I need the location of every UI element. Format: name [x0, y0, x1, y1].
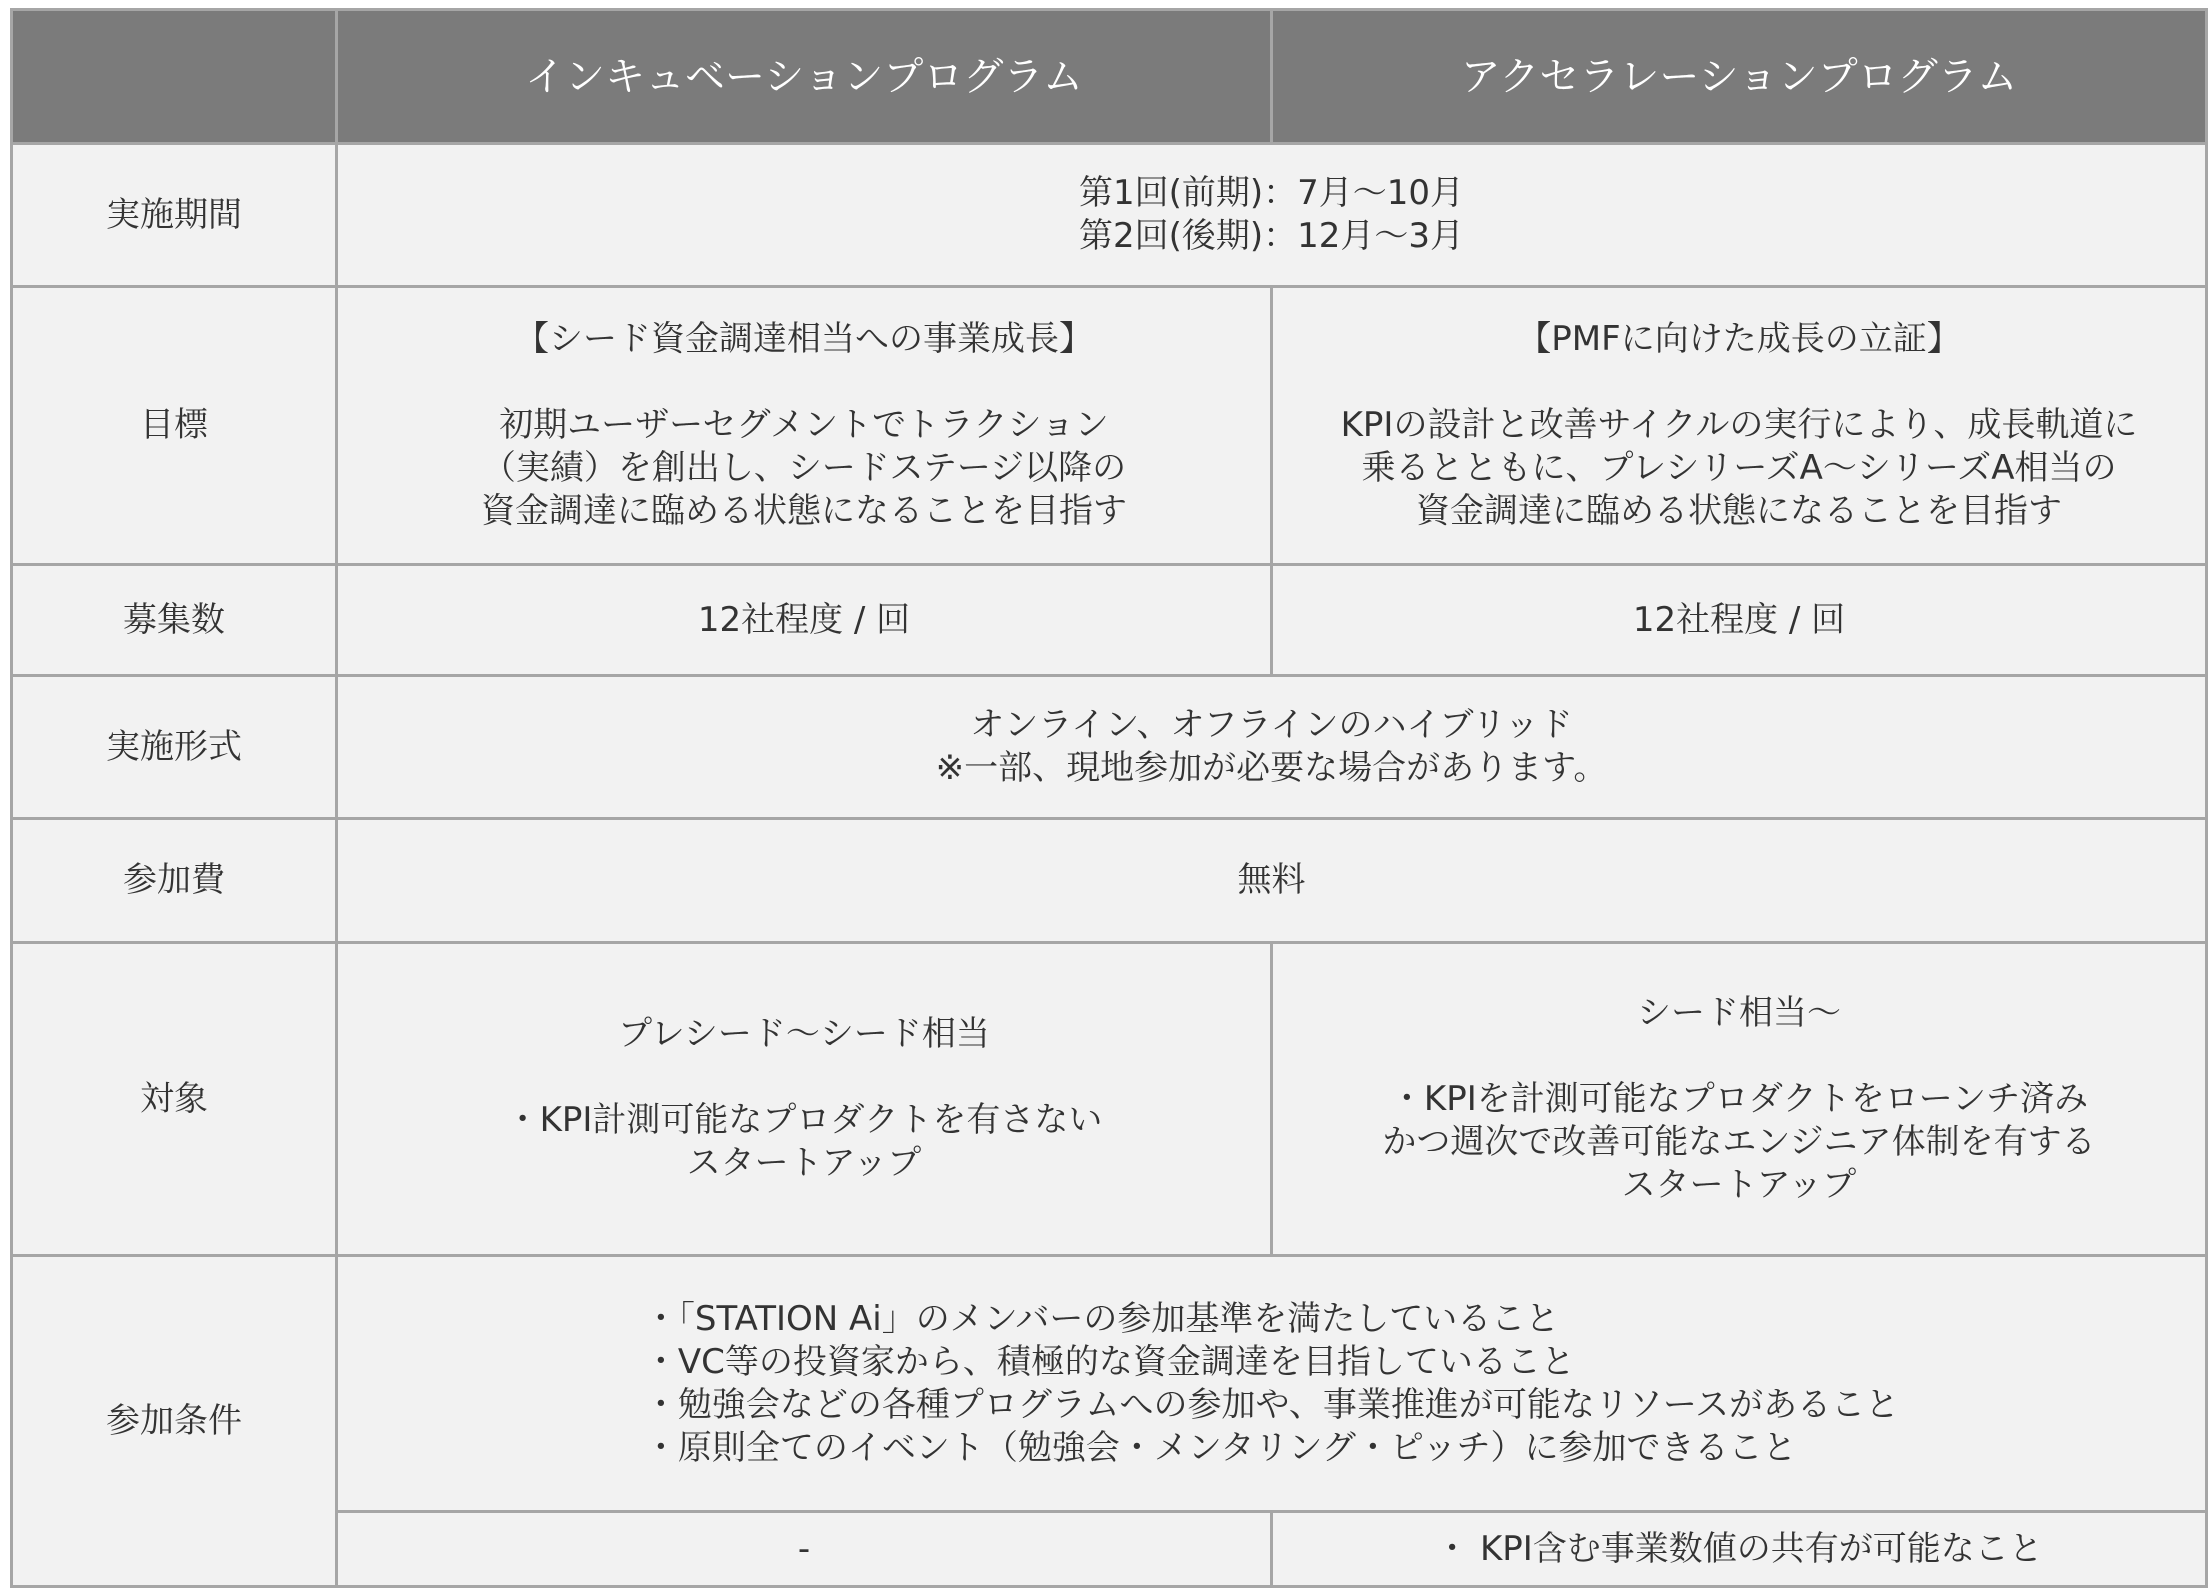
target-acceleration: シード相当〜 ・KPIを計測可能なプロダクトをローンチ済み かつ週次で改善可能なエンジニア体制を有する スタートアップ — [1272, 943, 2207, 1256]
row-conditions-extra — [12, 1512, 2207, 1587]
row-target — [12, 943, 2207, 1256]
conditions-acceleration-extra: ・ KPI含む事業数値の共有が可能なこと — [1272, 1512, 2207, 1587]
row-label-period: 実施期間 — [12, 144, 337, 287]
row-label-target: 対象 — [12, 943, 337, 1256]
conditions-incubation-extra: - — [337, 1512, 1272, 1587]
header-acceleration: アクセラレーションプログラム — [1272, 10, 2207, 144]
row-label-goal: 目標 — [12, 287, 337, 565]
row-label-conditions: 参加条件 — [12, 1256, 337, 1587]
conditions-item: ・原則全てのイベント（勉強会・メンタリング・ピッチ）に参加できること — [643, 1427, 1797, 1468]
row-goal — [12, 287, 2207, 565]
row-label-recruit: 募集数 — [12, 565, 337, 676]
target-incubation: プレシード〜シード相当 ・KPI計測可能なプロダクトを有さない スタートアップ — [337, 943, 1272, 1256]
row-recruit — [12, 565, 2207, 676]
row-fee — [12, 819, 2207, 943]
fee-value: 無料 — [337, 819, 2207, 943]
header-corner-cell — [12, 10, 337, 144]
row-label-fee: 参加費 — [12, 819, 337, 943]
conditions-item: ・「STATION Ai」のメンバーの参加基準を満たしていること — [643, 1298, 1560, 1339]
format-value: オンライン、オフラインのハイブリッド ※一部、現地参加が必要な場合があります。 — [337, 676, 2207, 819]
row-format — [12, 676, 2207, 819]
row-period — [12, 144, 2207, 287]
conditions-item: ・VC等の投資家から、積極的な資金調達を目指していること — [643, 1341, 1575, 1382]
goal-acceleration: 【PMFに向けた成長の立証】 KPIの設計と改善サイクルの実行により、成長軌道に 乗るとともに、プレシリーズA〜シリーズA相当の 資金調達に臨める状態になることを目指す — [1272, 287, 2207, 565]
period-value: 第1回(前期)：7月〜10月 第2回(後期)：12月〜3月 — [337, 144, 2207, 287]
conditions-common — [337, 1256, 2207, 1512]
header-incubation: インキュベーションプログラム — [337, 10, 1272, 144]
row-conditions — [12, 1256, 2207, 1512]
row-label-format: 実施形式 — [12, 676, 337, 819]
conditions-list — [644, 1298, 1899, 1470]
recruit-acceleration: 12社程度 / 回 — [1272, 565, 2207, 676]
goal-incubation: 【シード資金調達相当への事業成長】 初期ユーザーセグメントでトラクション （実績）を創出し、シードステージ以降の 資金調達に臨める状態になることを目指す — [337, 287, 1272, 565]
recruit-incubation: 12社程度 / 回 — [337, 565, 1272, 676]
program-comparison-table — [10, 8, 2208, 1588]
header-row — [12, 10, 2207, 144]
conditions-item: ・勉強会などの各種プログラムへの参加や、事業推進が可能なリソースがあること — [643, 1384, 1900, 1425]
